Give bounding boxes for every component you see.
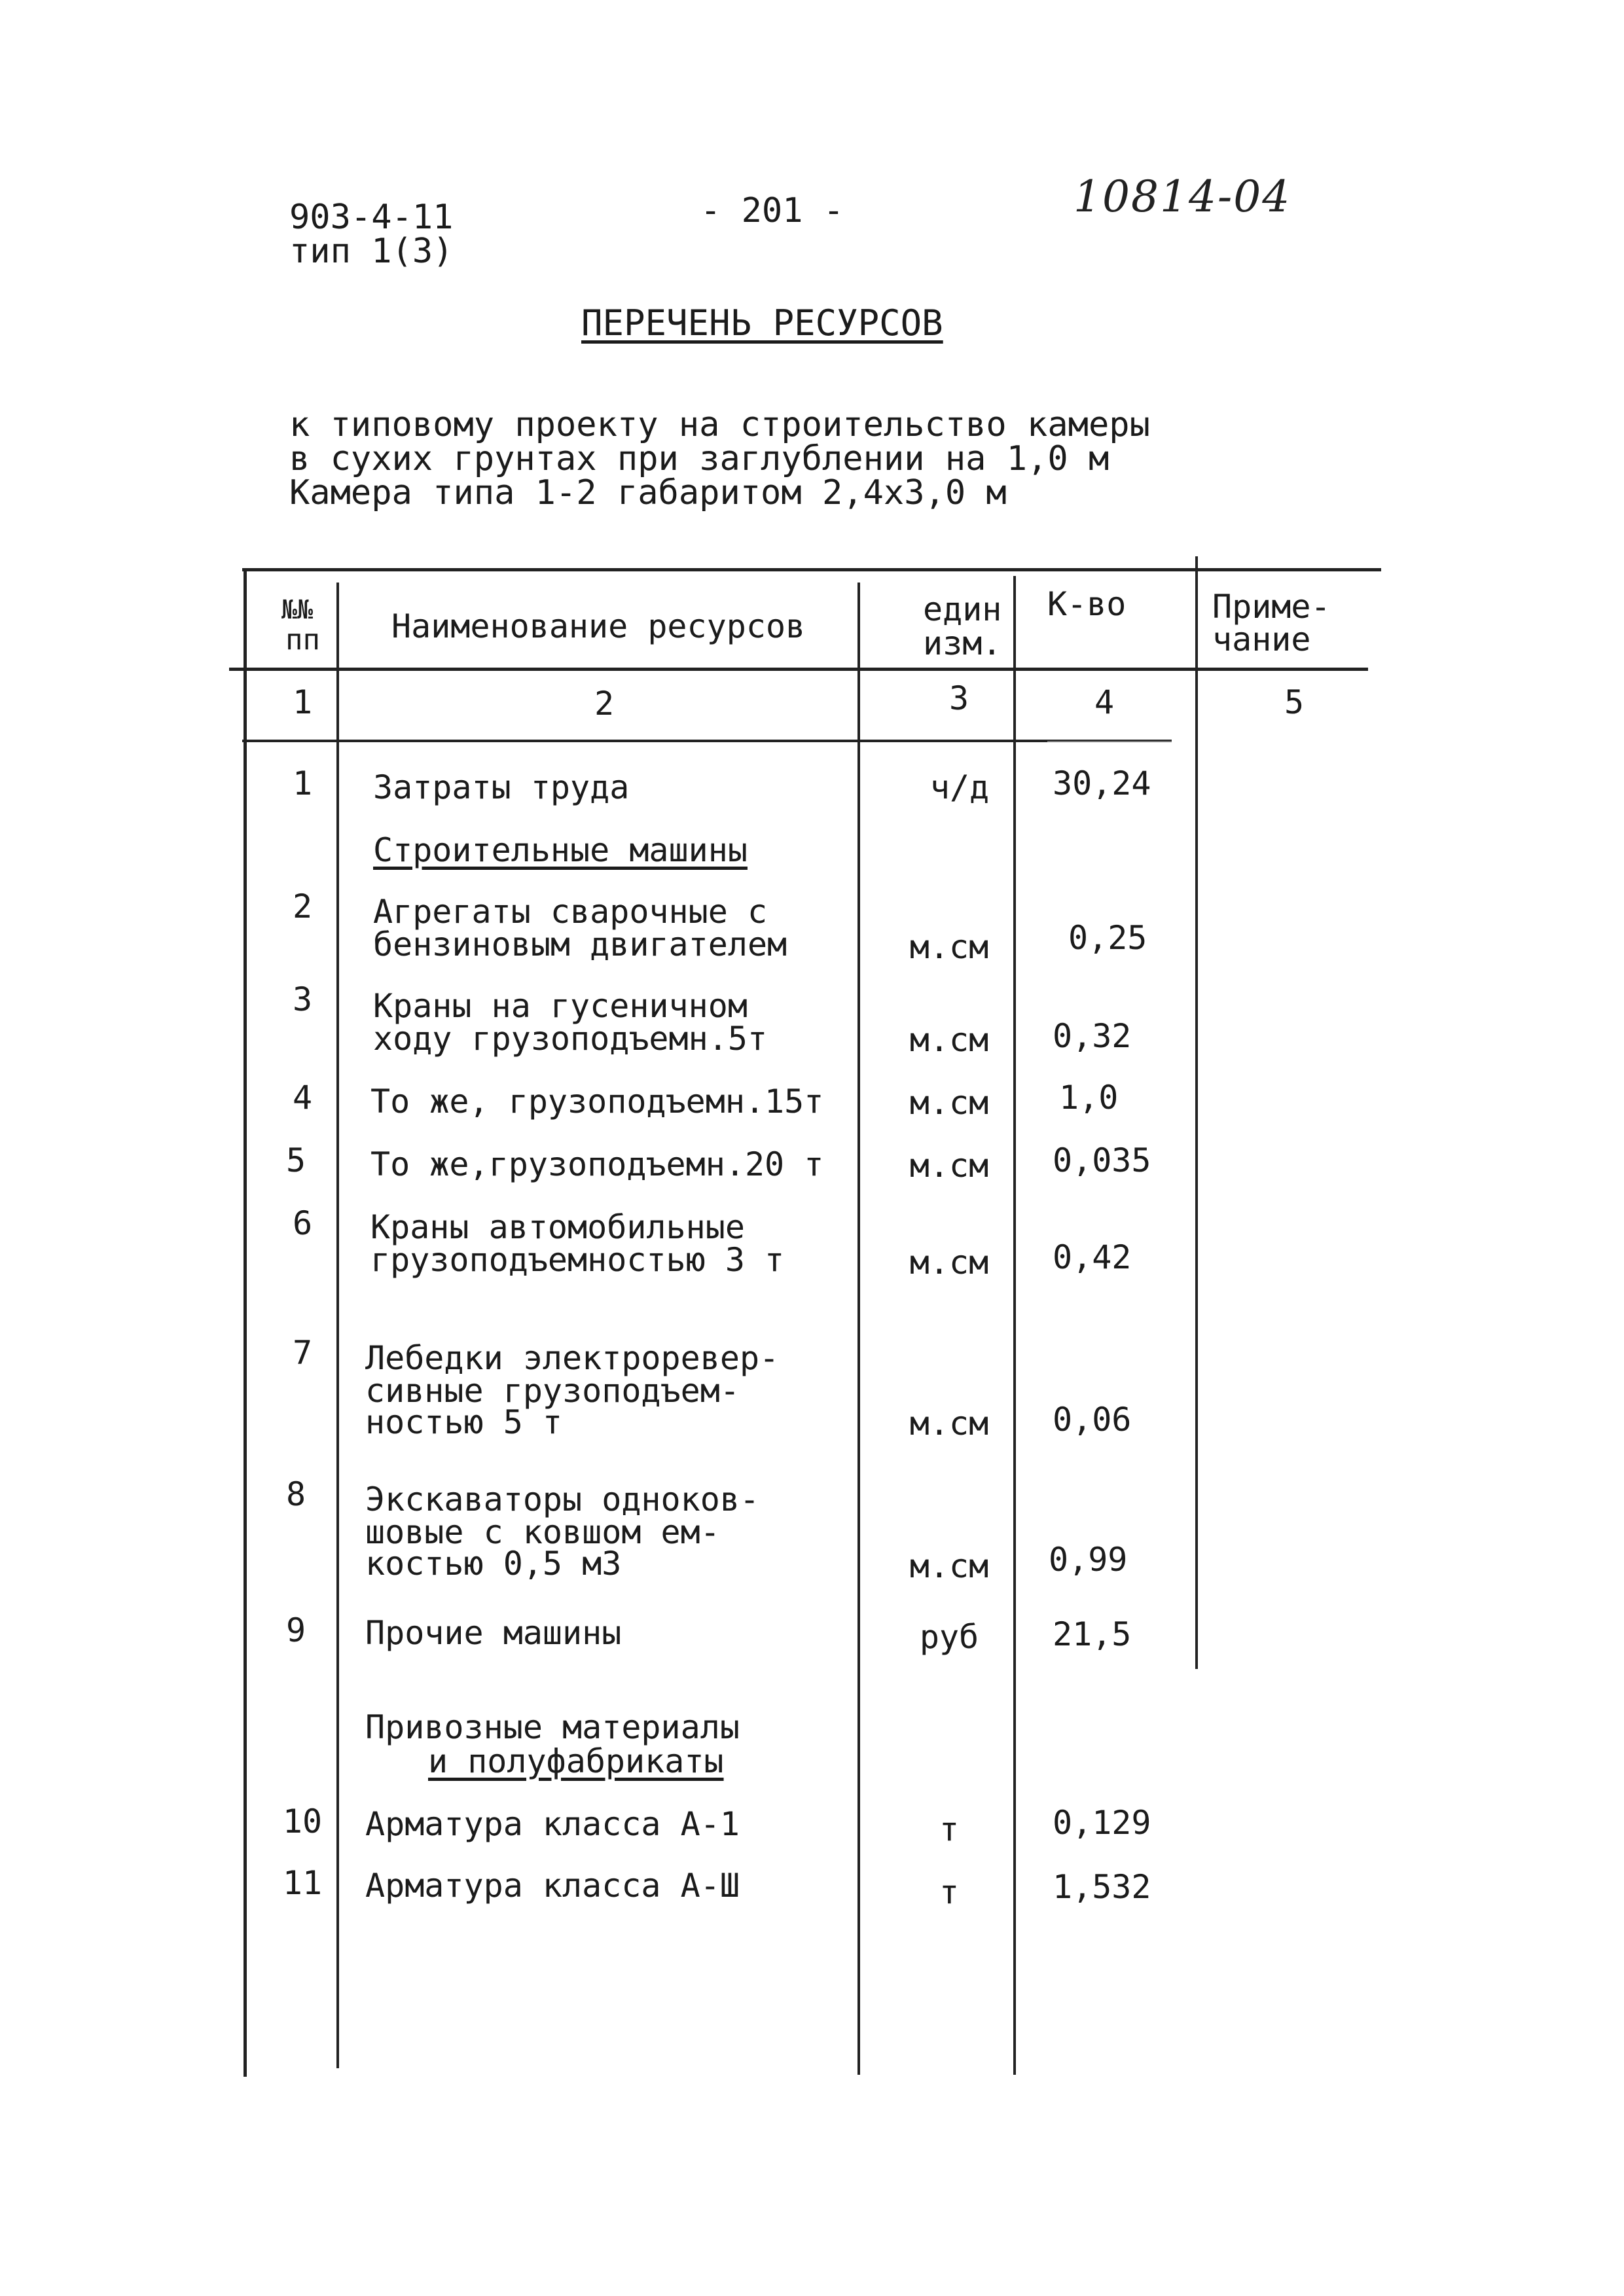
row-number: 8 — [285, 1475, 306, 1513]
row-unit: м.см — [909, 1147, 989, 1185]
row-number: 3 — [292, 980, 313, 1018]
row-name-line: То же, грузоподъемн.15т — [370, 1083, 824, 1121]
row-name-line: Затраты труда — [373, 768, 630, 806]
row-unit: м.см — [909, 1244, 989, 1282]
row-unit: м.см — [909, 1084, 989, 1122]
row-number: 6 — [292, 1204, 313, 1242]
table-top-border — [242, 568, 1381, 571]
row-qty: 0,129 — [1053, 1804, 1151, 1842]
colnum-5: 5 — [1284, 683, 1305, 721]
col-border-1 — [336, 583, 339, 2068]
colnum-1: 1 — [292, 683, 313, 721]
colnum-dash — [1047, 741, 1172, 742]
row-unit: м.см — [909, 928, 989, 966]
subtitle-line-2: в сухих грунтах при заглублении на 1,0 м — [289, 439, 1110, 478]
colnum-3: 3 — [949, 679, 969, 717]
row-qty: 21,5 — [1053, 1615, 1132, 1653]
row-name-line: шовые с ковшом ем- — [365, 1513, 720, 1551]
row-name-line: ходу грузоподъемн.5т — [373, 1020, 768, 1058]
row-number: 10 — [282, 1803, 323, 1840]
colnum-2: 2 — [594, 685, 615, 723]
row-qty: 0,42 — [1053, 1238, 1132, 1276]
document-type: тип 1(3) — [289, 232, 454, 271]
colnum-bottom-border — [242, 740, 1172, 742]
row-unit: м.см — [909, 1547, 989, 1585]
col-border-left — [244, 568, 247, 2077]
subtitle-line-3: Камера типа 1-2 габаритом 2,4х3,0 м — [289, 473, 1007, 512]
row-qty: 0,035 — [1053, 1141, 1151, 1179]
header-qty: К-во — [1047, 585, 1127, 623]
header-unit-1: един — [923, 590, 1002, 628]
row-number: 2 — [292, 888, 313, 925]
row-unit: т — [939, 1873, 960, 1911]
row-number: 5 — [285, 1141, 306, 1179]
row-number: 4 — [292, 1079, 313, 1117]
row-number: 11 — [282, 1864, 323, 1902]
row-qty: 0,06 — [1053, 1401, 1132, 1439]
header-unit-2: изм. — [923, 624, 1002, 662]
header-name: Наименование ресурсов — [391, 607, 806, 645]
row-name-line: Арматура класса А-1 — [365, 1805, 740, 1843]
row-name-line: Агрегаты сварочные с — [373, 893, 768, 931]
row-name-line: Краны автомобильные — [370, 1208, 745, 1246]
subtitle-line-1: к типовому проекту на строительство камеры — [289, 405, 1150, 444]
row-unit: ч/д — [929, 768, 990, 806]
header-note-2: чание — [1212, 620, 1311, 658]
colnum-4: 4 — [1094, 683, 1115, 721]
row-name-line: сивные грузоподъем- — [365, 1372, 740, 1410]
row-name-line: ностью 5 т — [365, 1403, 563, 1441]
row-unit: т — [939, 1810, 960, 1848]
row-name-line: То же,грузоподъемн.20 т — [370, 1145, 824, 1183]
section-heading-materials: Привозные материалы — [365, 1708, 740, 1746]
row-qty: 30,24 — [1053, 764, 1151, 802]
page-title: ПЕРЕЧЕНЬ РЕСУРСОВ — [581, 302, 943, 344]
row-name-line: Арматура класса А-Ш — [365, 1867, 740, 1905]
row-unit: руб — [919, 1618, 979, 1656]
page-number: - 201 - — [700, 191, 844, 230]
header-n-1: №№ — [281, 595, 314, 625]
row-name-line: Лебедки электроревер- — [365, 1339, 780, 1377]
header-note-1: Приме- — [1212, 588, 1331, 626]
section-heading-materials-2: и полуфабрикаты — [428, 1742, 724, 1780]
section-heading-machines: Строительные машины — [373, 831, 748, 869]
row-qty: 1,532 — [1053, 1868, 1151, 1906]
document-code: 903-4-11 — [289, 198, 454, 237]
handwritten-number: 10814-04 — [1074, 171, 1291, 222]
row-qty: 0,25 — [1068, 919, 1147, 957]
row-number: 1 — [292, 764, 313, 802]
row-qty: 0,99 — [1049, 1541, 1128, 1579]
row-name-line: Прочие машины — [365, 1614, 622, 1652]
row-name-line: Краны на гусеничном — [373, 987, 748, 1025]
row-qty: 0,32 — [1053, 1017, 1132, 1055]
row-number: 7 — [292, 1334, 313, 1372]
row-name-line: грузоподъемностью 3 т — [370, 1241, 785, 1279]
row-name-line: Экскаваторы одноков- — [365, 1480, 760, 1518]
row-qty: 1,0 — [1059, 1079, 1119, 1117]
col-border-2 — [857, 583, 860, 2075]
header-n-2: пп — [285, 623, 320, 656]
row-name-line: бензиновым двигателем — [373, 925, 787, 963]
row-number: 9 — [285, 1611, 306, 1649]
row-unit: м.см — [909, 1405, 989, 1443]
row-unit: м.см — [909, 1021, 989, 1059]
row-name-line: костью 0,5 м3 — [365, 1545, 622, 1583]
